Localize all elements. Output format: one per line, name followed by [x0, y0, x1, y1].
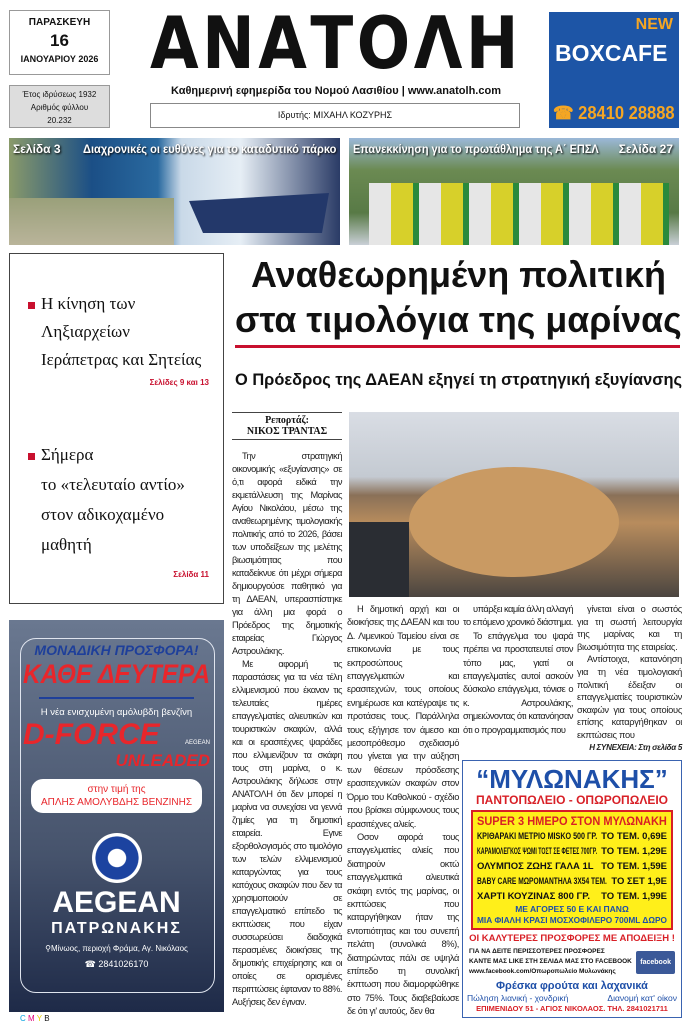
facebook-icon[interactable]: facebook: [636, 951, 675, 974]
gift-line: ΜΙΑ ΦΙΑΛΗ ΚΡΑΣΙ ΜΟΣΧΟΦΙΛΕΡΟ 700ML ΔΩΡΟ: [477, 915, 667, 925]
teaser-pages: Σελίδες 9 και 13: [149, 378, 209, 387]
paragraph: Το επάγγελμα του ψαρά πρέπει να προστατευτεί στον τόπο μας, γιατί οι επαγγελματίες αυτοί ασκούν δύσκολο επάγγελμα, τόνισε ο κ. Αστρουλάκης, σημειώνοντας ότι κατανόησαν ότι ο προγραμματισμός που: [463, 630, 573, 735]
photo-diving-park[interactable]: [9, 138, 340, 245]
ad-aegean[interactable]: [9, 620, 224, 1012]
print-marks: [20, 1014, 50, 1023]
paragraph: γίνεται είναι ο σωστός για τη σωστή λειτουργία της μαρίνας και τη βιωσιμότητα της εταιρείας.: [577, 604, 682, 652]
ad-new-label: NEW: [635, 16, 673, 33]
ad-sale: Πώληση λιανική - χονδρική: [467, 993, 569, 1003]
meeting-table-image: [409, 467, 619, 577]
ad-boxcafe[interactable]: [549, 12, 679, 128]
subheadline: Ο Πρόεδρος της ΔΑΕΑΝ εξηγεί τη στρατηγική εξυγίανσης: [235, 370, 683, 389]
mark-y: Y: [36, 1014, 42, 1023]
founder-box: Ιδρυτής: ΜΙΧΑΗΛ ΚΟΖΥΡΗΣ: [150, 103, 520, 128]
item-name: ΚΑΡΑΜΟΛΕΓΚΟΣ ΨΩΜΙ ΤΟΣΤ ΣΕ ΦΕΤΕΣ 700ΓΡ.: [477, 846, 598, 857]
ad-name: “ΜΥΛΩΝΑΚΗΣ”: [476, 764, 668, 794]
ad-brand-small: AEGEAN: [184, 740, 210, 746]
item-name: ΟΛΥΜΠΟΣ ΖΩΗΣ ΓΑΛΑ 1L: [477, 861, 594, 872]
byline-name: ΝΙΚΟΣ ΤΡΑΝΤΑΣ: [246, 426, 328, 437]
teaser-registry[interactable]: [28, 290, 220, 374]
phone-icon: ☎: [553, 103, 574, 123]
ad-best: ΟΙ ΚΑΛΥΤΕΡΕΣ ΠΡΟΣΦΟΡΕΣ ΜΕ ΑΠΟΔΕΙΞΗ !: [469, 933, 675, 944]
paragraph: Αντίστοιχα, κατανόηση για τη νέα τιμολογιακή πολιτική έδειξαν οι επαγγελματίες τουριστικών σκαφών για τους οποίους επίσης καταργήθηκαν οι εκπτώσεις που: [577, 654, 682, 740]
month-year: ΙΑΝΟΥΑΡΙΟΥ 2026: [20, 54, 99, 64]
paragraph: Οσον αφορά τους επαγγελματίες αλιείς που διατηρούν οκτώ επαγγελματικά αλιευτικά σκάφη εντός της μαρίνας, οι εκπτώσεις που καταργήθηκαν ήταν της εντοπιότητας και του συνεπή πελάτη (συνολικά 8%), διατηρώντας πάλι σε υψηλά επίπεδο τη συνολική έκπτωση που διαμορφώθηκε στο 75%. Τους διαβεβαίωσε δε ότι γι' αυτούς, δεν θα: [347, 831, 459, 1017]
bullet-icon: [28, 453, 35, 460]
ad-offer: ΜΟΝΑΔΙΚΗ ΠΡΟΣΦΟΡΑ!: [34, 642, 199, 658]
item-price: ΤΟ ΤΕΜ. 1,59Ε: [601, 861, 667, 872]
ad-fresh: Φρέσκα φρούτα και λαχανικά: [496, 980, 648, 992]
issue-info: [9, 85, 110, 128]
mark-c: C: [20, 1014, 26, 1023]
ad-brand: AEGEAN: [52, 886, 181, 919]
article-column-4: [577, 603, 682, 754]
ad-type: ΠΑΝΤΟΠΩΛΕΙΟ - ΟΠΩΡΟΠΩΛΕΙΟ: [476, 793, 668, 807]
date-box: [9, 10, 110, 75]
teaser-box: [9, 253, 224, 604]
byline-label: Ρεπορτάζ:: [265, 415, 309, 426]
article-column-3: [463, 603, 573, 737]
players-image: [369, 183, 669, 245]
ad-product: D-FORCE: [23, 718, 160, 751]
promo-item: [477, 829, 667, 844]
ship-image: [189, 193, 329, 233]
item-name: BABY CARE ΜΩΡΟΜΑΝΤΗΛΑ 3Χ54 ΤΕΜ.: [477, 876, 607, 887]
photo-page: Σελίδα 3: [13, 142, 61, 156]
person-image: [349, 522, 409, 597]
teaser-line: το «τελευταίο αντίο»: [41, 475, 185, 494]
gift-line: ΜΕ ΑΓΟΡΕΣ 50 Ε ΚΑΙ ΠΑΝΩ: [515, 904, 629, 914]
paragraph: Με αφορμή τις παραστάσεις για τα νέα τέλη ελλιμενισμού που έκαναν τις τελευταίες ημέρες επαγγελματίες αλιευτικών και τουριστικών σκαφών, αλλά και οι ερασιτέχνες ψαράδες που ελλιμενίζουν τα σκάφη τους στη μαρίνα, ο κ. Αστρουλάκης δήλωσε στην ΑΝΑΤΟΛΗ ότι δεν μπορεί η μαρίνα να συνεχίσει να γεννά ζημίες για τη δημοτική εταιρεία. Εγινε εξορθολογισμός στο τιμολόγιο των τελών ελλιμενισμού καταργώντας για τους κατόχους σκαφών που δεν τα χρησιμοποιούν σε επαγγελματικό επίπεδο τις εκπτώσεις που είχαν συσσωρεύσει διαδοχικά περασμένες διοικήσεις της δημοτικής επιχείρησης και οι οποίες σε ορισμένες περιπτώσεις έφταναν το 88%. Αυξήσεις δεν έγιναν.: [232, 659, 342, 1007]
headline-line: στα τιμολόγια της μαρίνας: [235, 299, 682, 340]
day: 16: [50, 31, 69, 50]
weekday: ΠΑΡΑΣΚΕΥΗ: [28, 17, 91, 28]
founded-year: Έτος ιδρύσεως 1932: [22, 90, 97, 99]
fb-line: ΚΑΝΤΕ ΜΑΣ LIKE ΣΤΗ ΣΕΛΙΔΑ ΜΑΣ ΣΤΟ FACEBOOK: [469, 958, 632, 965]
issue-number: 20.232: [47, 116, 72, 125]
item-price: ΤΟ ΤΕΜ. 1,29Ε: [601, 846, 667, 857]
promo-box: [471, 810, 673, 930]
ad-price-line: ΑΠΛΗΣ ΑΜΟΛΥΒΔΗΣ ΒΕΝΖΙΝΗΣ: [40, 797, 192, 808]
masthead-tagline: Καθημερινή εφημερίδα του Νομού Λασιθίου | www.anatolh.com: [171, 85, 501, 97]
promo-item: [477, 844, 667, 859]
ad-unleaded: UNLEADED: [115, 751, 210, 770]
teaser-line: στον αδικοχαμένο: [41, 505, 165, 524]
fb-line: ΓΙΑ ΝΑ ΔΕΙΤΕ ΠΕΡΙΣΣΟΤΕΡΕΣ ΠΡΟΣΦΟΡΕΣ: [469, 948, 605, 955]
promo-title: SUPER 3 ΗΜΕΡΟ ΣΤΟΝ ΜΥΛΩΝΑΚΗ: [477, 814, 667, 828]
photo-caption: Διαχρονικές οι ευθύνες για το καταδυτικό πάρκο: [83, 142, 337, 156]
byline: [232, 412, 342, 440]
paragraph: Η δημοτική αρχή και οι διοικήσεις της ΔΑΕΑΝ και του Δ. Λιμενικού Ταμείου είναι σε επικοινωνία με τους εκπροσώπους επαγγελματιών και ερασιτεχνών, τους οποίους ενημέρωσε και κατέγραψε τις προτάσεις τους. Παράλληλα τους εξήγησε τον άμεσο και μεσοπρόθεσμο σχεδιασμό που γίνεται για την αύξηση των θέσεων πρόσδεσης ερασιτεχνικών σκαφών στον Όρμο του Καθολικού - σχέδιο που βρίσκει σύμφωνους τους ερασιτέχνες αλιείς.: [347, 604, 459, 829]
location-icon: ⚲: [45, 944, 51, 953]
photo-football[interactable]: [349, 138, 679, 245]
coastline-image: [9, 198, 174, 245]
bullet-icon: [28, 302, 35, 309]
main-headline[interactable]: [235, 252, 682, 342]
teaser-line: Ληξιαρχείων: [41, 322, 130, 341]
photo-caption: Επανεκκίνηση για το πρωτάθλημα της Α΄ ΕΠΣΛ: [353, 142, 599, 156]
photo-meeting[interactable]: [349, 412, 679, 597]
ad-delivery: Διανομή κατ' οίκον: [607, 993, 677, 1003]
ad-brand: BOXCAFE: [555, 40, 668, 66]
teaser-line: Η κίνηση των: [41, 294, 136, 313]
teaser-line: μαθητή: [41, 535, 92, 554]
teaser-line: Ιεράπετρας και Σητείας: [41, 350, 202, 369]
article-column-1: [232, 450, 342, 1009]
ad-phone-number: 28410 28888: [578, 103, 675, 123]
ad-price-line: στην τιμή της: [87, 784, 146, 795]
ad-phone: [553, 103, 675, 124]
ad-mylonakis[interactable]: [462, 760, 682, 1018]
article-column-2: [347, 603, 459, 1019]
phone-icon: ☎: [84, 959, 96, 969]
promo-item: [477, 874, 667, 889]
promo-item: [477, 859, 667, 874]
issue-label: Αριθμός φύλλου: [30, 103, 89, 112]
ad-address: ΕΠΙΜΕΝΙΔΟΥ 51 - ΑΓΙΟΣ ΝΙΚΟΛΑΟΣ. ΤΗΛ. 2841021711: [476, 1004, 668, 1013]
promo-item: [477, 889, 667, 904]
mark-m: M: [28, 1014, 35, 1023]
ad-phone: 2841026170: [98, 959, 149, 969]
photo-page: Σελίδα 27: [618, 142, 673, 156]
item-name: ΧΑΡΤΙ ΚΟΥΖΙΝΑΣ 800 ΓΡ.: [477, 891, 590, 902]
teaser-line: Σήμερα: [41, 445, 94, 464]
fb-url[interactable]: www.facebook.com/Οπωροπωλείο Μυλωνάκης: [469, 968, 616, 975]
ad-address: Μίνωος, περιοχή Φράμα, Αγ. Νικόλαος: [50, 944, 188, 953]
ad-intro: Η νέα ενισχυμένη αμόλυβδη βενζίνη: [40, 707, 193, 718]
item-name: ΚΡΙΘΑΡΑΚΙ ΜΕΤΡΙΟ MISKO 500 ΓΡ.: [477, 831, 598, 842]
mark-b: B: [44, 1014, 50, 1023]
paragraph: υπάρξει καμία άλλη αλλαγή το επόμενο χρονικό διάστημα.: [463, 604, 573, 628]
ad-day: ΚΑΘΕ ΔΕΥΤΕΡΑ: [23, 659, 211, 689]
item-price: ΤΟ ΤΕΜ. 1,99Ε: [601, 891, 667, 902]
paragraph: Την στρατηγική οικονομικής «εξυγίανσης» σε ό,τι αφορά ειδικά την εκμετάλλευση της Μαρίνας Αγίου Νικολάου, μέσω της αναθεωρημένης τιμολογιακής πολιτικής από το 2026, βάσει των υποδείξεων της μελέτης βιωσιμότητας που καταδείκνυε ότι μέχρι σήμερα δημιουργούσε παθητικό για τη ΔΑΕΑΝ, υπερασπίστηκε για άλλη μια φορά ο Πρόεδρος της δημοτικής εταιρείας Γιώργος Αστρουλάκης.: [232, 451, 342, 656]
item-price: ΤΟ ΣΕΤ 1,9Ε: [611, 876, 667, 887]
teaser-pages: Σελίδα 11: [173, 570, 209, 579]
item-price: ΤΟ ΤΕΜ. 0,69Ε: [601, 831, 667, 842]
teaser-farewell[interactable]: [28, 440, 220, 560]
masthead-title: ΑΝΑΤΟΛΗ: [150, 1, 523, 85]
headline-line: Αναθεωρημένη πολιτική: [250, 254, 667, 295]
continued-link[interactable]: Η ΣΥΝΕΧΕΙΑ: Στη σελίδα 5: [589, 742, 682, 752]
divider: [235, 345, 680, 348]
ad-owner: ΠΑΤΡΩΝΑΚΗΣ: [51, 920, 182, 937]
